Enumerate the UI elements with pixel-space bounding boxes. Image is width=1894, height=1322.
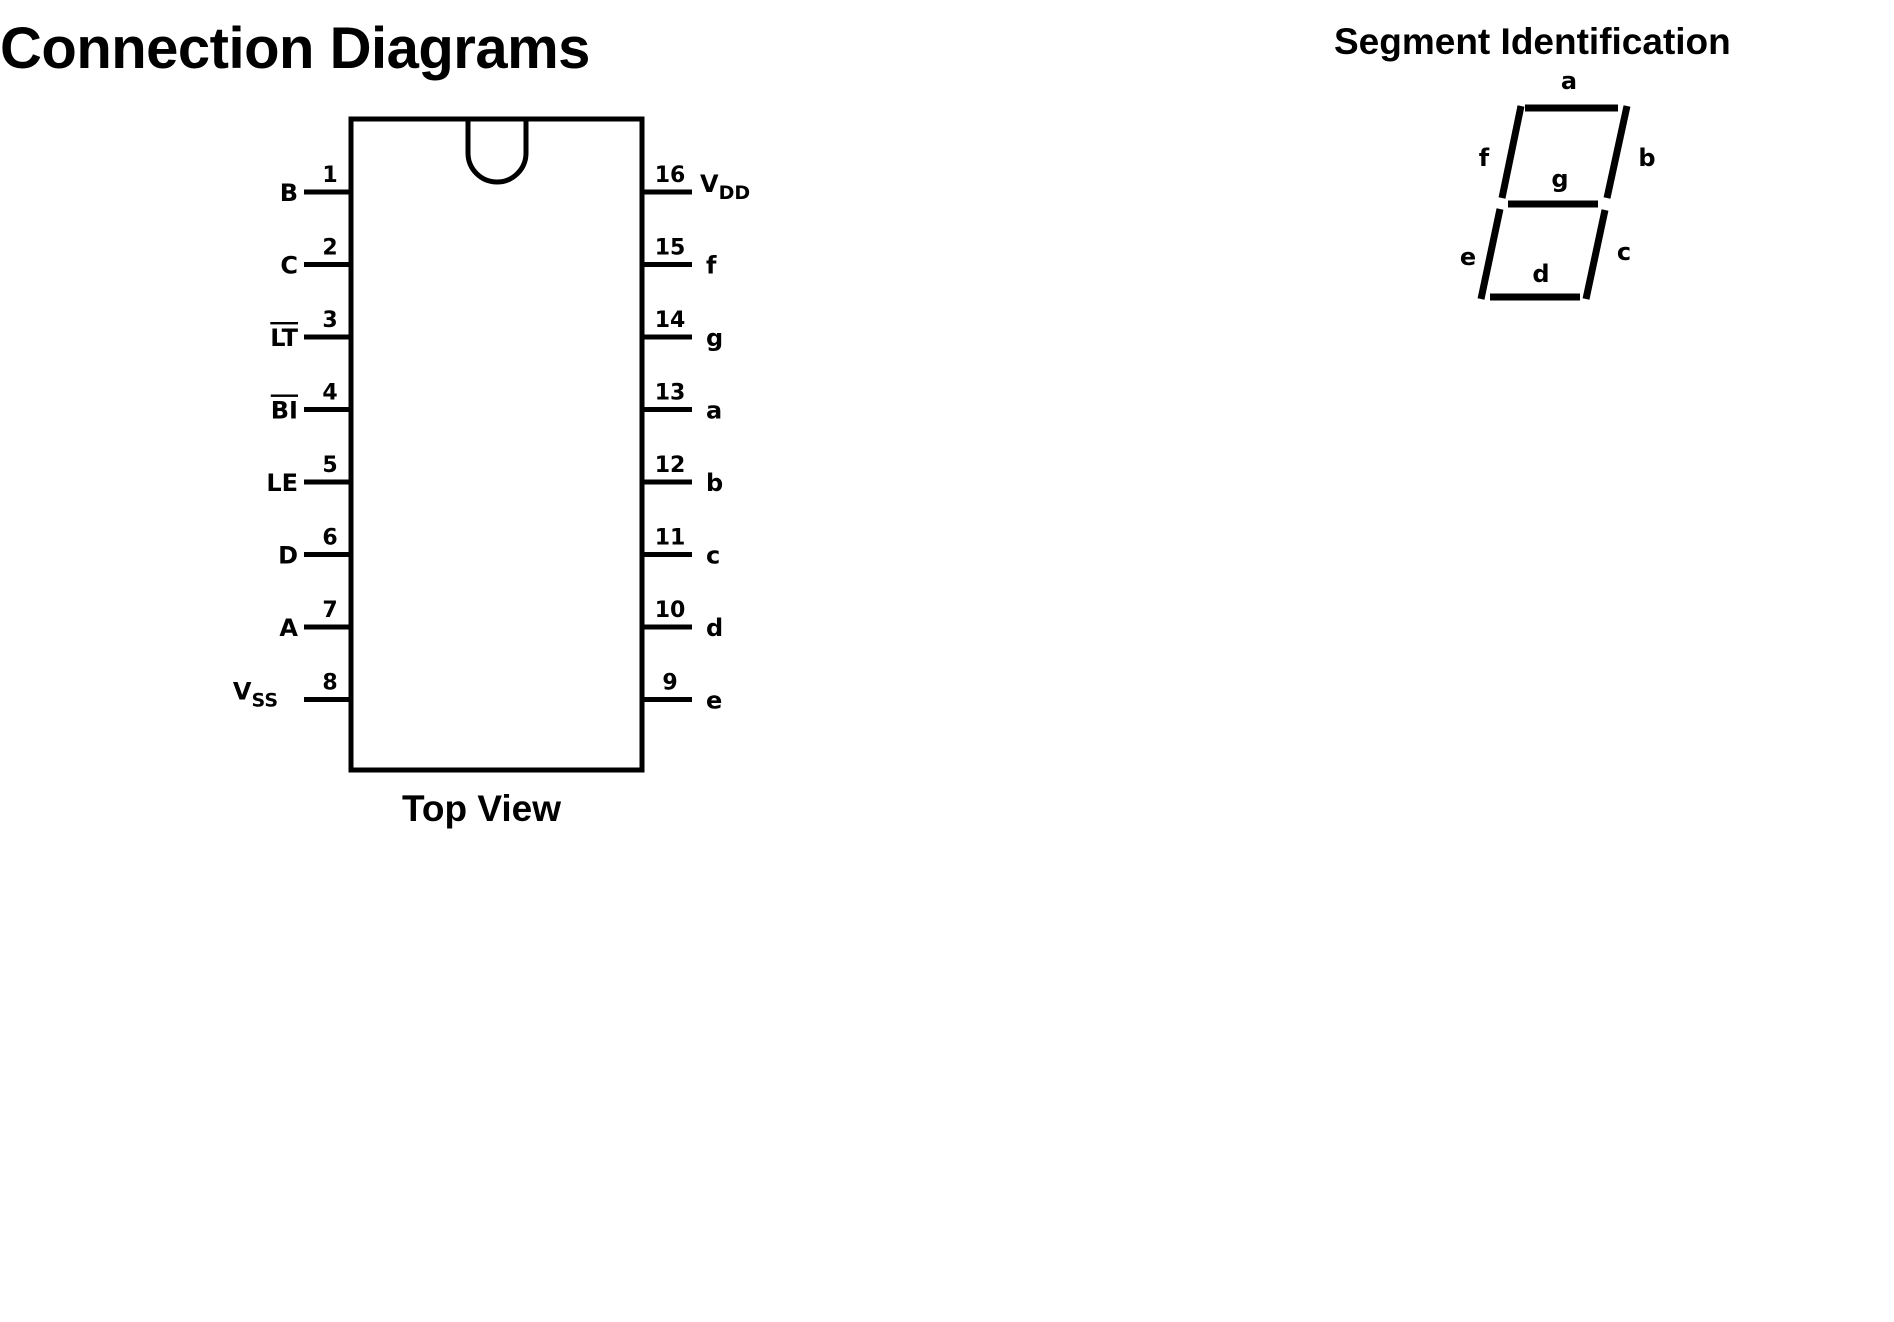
right-pin-label-text-15: f <box>706 251 717 280</box>
right-pin-number-12: 12 <box>654 453 686 478</box>
left-pin-label-3 <box>270 324 298 352</box>
page-title: Connection Diagrams <box>0 16 590 81</box>
left-pin-label-text-5: LE <box>266 469 298 497</box>
right-pin-label-text-11: c <box>706 541 721 570</box>
right-pin-label-13 <box>706 397 722 425</box>
segment-e <box>1481 209 1500 299</box>
right-pin-label-11 <box>706 542 720 570</box>
left-pin-label-text-3: LT <box>270 324 298 352</box>
segment-label-b: b <box>1638 144 1656 172</box>
segment-label-d: d <box>1532 260 1550 288</box>
left-pin-label-text-1: B <box>279 179 298 207</box>
right-pin-number-16: 16 <box>654 163 686 188</box>
top-view-caption: Top View <box>402 788 561 829</box>
left-pin-label-text-8: V <box>232 677 252 706</box>
right-pin-label-text-9: e <box>706 686 723 715</box>
left-pin-number-6: 6 <box>322 525 338 551</box>
right-pin-number-14: 14 <box>654 308 686 333</box>
right-pin-label-text-16: V <box>700 170 719 198</box>
left-pin-number-8: 8 <box>322 670 338 696</box>
right-pin-label-12 <box>706 469 723 497</box>
right-pin-label-text-14: g <box>706 324 724 352</box>
segment-label-c: c <box>1616 238 1632 266</box>
left-pin-number-1: 1 <box>322 163 338 188</box>
left-pin-group <box>233 163 351 712</box>
segment-f <box>1502 106 1521 198</box>
segment-identification-title: Segment Identification <box>1334 21 1731 62</box>
segment-label-f: f <box>1478 144 1490 172</box>
left-pin-label-text-6: D <box>278 541 298 570</box>
left-pin-label-8 <box>233 678 278 712</box>
left-pin-number-4: 4 <box>322 380 338 406</box>
pin1-notch <box>468 119 526 182</box>
ic-body <box>351 119 642 770</box>
left-pin-number-7: 7 <box>322 598 338 623</box>
segment-label-a: a <box>1560 67 1578 95</box>
left-pin-label-sub-8: SS <box>251 689 278 712</box>
right-pin-number-11: 11 <box>654 525 686 551</box>
right-pin-number-13: 13 <box>654 380 686 406</box>
left-pin-number-5: 5 <box>322 453 338 478</box>
right-pin-label-text-13: a <box>706 396 723 425</box>
right-pin-label-text-10: d <box>706 614 724 642</box>
right-pin-label-10 <box>706 614 723 642</box>
left-pin-label-text-2: C <box>280 251 298 280</box>
seven-segment-display <box>1478 106 1627 299</box>
left-pin-label-4 <box>271 397 298 425</box>
right-pin-number-9: 9 <box>662 670 678 696</box>
left-pin-label-2 <box>280 252 298 280</box>
segment-b <box>1607 106 1627 198</box>
segment-label-e: e <box>1459 243 1477 271</box>
right-pin-group <box>642 163 750 715</box>
right-pin-label-14 <box>706 324 723 352</box>
right-pin-number-15: 15 <box>654 235 686 261</box>
right-pin-label-sub-16: DD <box>718 182 751 204</box>
left-pin-label-1 <box>280 179 298 207</box>
left-pin-number-3: 3 <box>322 308 338 333</box>
right-pin-label-text-12: b <box>706 469 724 497</box>
left-pin-label-text-4: BI <box>270 396 298 425</box>
ic-package <box>351 119 642 770</box>
right-pin-label-15 <box>706 252 717 280</box>
left-pin-number-2: 2 <box>322 235 338 261</box>
right-pin-label-16 <box>700 170 750 204</box>
left-pin-label-5 <box>266 469 298 497</box>
right-pin-label-9 <box>706 687 722 715</box>
right-pin-number-10: 10 <box>654 598 686 623</box>
segment-c <box>1586 210 1605 299</box>
left-pin-label-text-7: A <box>279 614 298 642</box>
left-pin-label-6 <box>278 542 298 570</box>
left-pin-label-7 <box>279 614 298 642</box>
segment-label-g: g <box>1551 165 1569 193</box>
